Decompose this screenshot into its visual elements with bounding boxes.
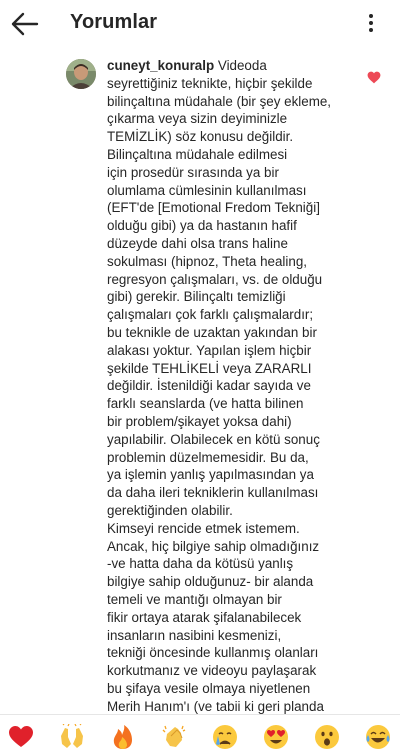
avatar[interactable] xyxy=(66,59,96,89)
comment-text-line: olumlama cümlesinin kullanılması xyxy=(107,182,307,198)
back-arrow-icon[interactable] xyxy=(10,10,40,38)
comment-text-line: fikir ortaya atarak şifalanabilecek xyxy=(107,609,302,625)
comment-text-line: insanların nasibini kesmenizi, xyxy=(107,627,282,643)
top-bar xyxy=(0,0,400,50)
red-heart-emoji-icon[interactable] xyxy=(8,724,34,750)
comment-text-line: yapılabilir. Olabilecek en kötü sonuç xyxy=(107,431,320,447)
comment-text-line: bilinçaltına müdahale (bir şey ekleme, xyxy=(107,93,332,109)
like-heart-icon[interactable] xyxy=(367,71,381,84)
comment-text-line: olduğu gibi) ya da hastanın hafif xyxy=(107,218,297,234)
comment-text-line: temeli ve mantığı olmayan bir xyxy=(107,591,282,607)
comment-text-line: gibi) gerekir. Bilinçaltı temizliği xyxy=(107,289,286,305)
comment-text-line: çalışmaları çok farklı çalışmalardır; xyxy=(107,307,314,323)
crying-face-emoji-icon[interactable] xyxy=(212,724,238,750)
tears-of-joy-face-emoji-icon[interactable] xyxy=(365,724,391,750)
comment-text-line: da daha ileri tekniklerin kullanılması xyxy=(107,485,319,501)
comment-text-line: regresyon çalışmaları, vs. de olduğu xyxy=(107,271,323,287)
comment-text-line: bir problem/şikayet yoksa dahi) xyxy=(107,413,292,429)
heart-eyes-face-emoji-icon[interactable] xyxy=(263,724,289,750)
comment-text-line: düzeyde dahi olsa trans haline xyxy=(107,235,288,251)
comment-text-line: problemin düzelmemesidir. Bu da, xyxy=(107,449,309,465)
comment-text-line: Ancak, hiç bilgiye sahip olmadığınız xyxy=(107,538,320,554)
comment-text-line: çıkarma veya sizin deyiminizle xyxy=(107,111,288,127)
clapping-hands-emoji-icon[interactable] xyxy=(161,724,187,750)
comment-text-line: Bilinçaltına müdahale edilmesi xyxy=(107,146,288,162)
comment-text-line: için prosedür sırasında ya bir xyxy=(107,164,279,180)
comment-text-line: seyrettiğiniz teknikte, hiçbir şekilde xyxy=(107,75,313,91)
comment-text-line: Merih Hanım'ı (ve tabii ki geri planda xyxy=(107,698,324,714)
raising-hands-emoji-icon[interactable] xyxy=(59,724,85,750)
astonished-face-emoji-icon[interactable] xyxy=(314,724,340,750)
comment-text-line: şekilde TEHLİKELİ veya ZARARLI xyxy=(107,360,312,376)
comment-text-line: TEMİZLİK) söz konusu değildir. xyxy=(107,129,294,145)
comment-first-line xyxy=(107,57,365,75)
comment-username[interactable]: cuneyt_konuralp xyxy=(107,58,215,73)
comment-text-line: gerektiğinden olabilir. xyxy=(107,502,233,518)
emoji-reaction-bar xyxy=(0,714,400,750)
comment-text-line: sokulması (hipnoz, Theta healing, xyxy=(107,253,307,269)
comment-text-line: bu teknikle de uzaktan yakından bir xyxy=(107,324,317,340)
comment-text-line: alakası yoktur. Yapılan işlem hiçbir xyxy=(107,342,312,358)
comment-text-line: korkutmanız ve videoyu paylaşarak xyxy=(107,663,317,679)
fire-emoji-icon[interactable] xyxy=(110,724,136,750)
comment-text-line: Videoda xyxy=(214,58,267,73)
more-options-icon[interactable] xyxy=(362,12,380,36)
comment-text-line: bu şifaya vesile olmaya niyetlenen xyxy=(107,680,311,696)
comment-text-line: Kimseyi rencide etmek istemem. xyxy=(107,520,300,536)
comment-body xyxy=(107,57,365,733)
comment-text-line: bilgiye sahip olduğunuz- bir alanda xyxy=(107,574,314,590)
comment-text-line: tekniği öncesinde kullanmış olanları xyxy=(107,645,319,661)
comment-text-line: farklı seanslarda (ve hatta bilinen xyxy=(107,396,304,412)
comment-text-line: ya işlemin yanlış yapılmasından ya xyxy=(107,467,314,483)
comment-text-line: -ve hatta daha da kötüsü yanlış xyxy=(107,556,294,572)
page-title: Yorumlar xyxy=(70,11,158,33)
comment-text-line: (EFT'de [Emotional Fredom Tekniği] xyxy=(107,200,320,216)
comment-text-line: değildir. İstenildiği kadar sayıda ve xyxy=(107,378,311,394)
